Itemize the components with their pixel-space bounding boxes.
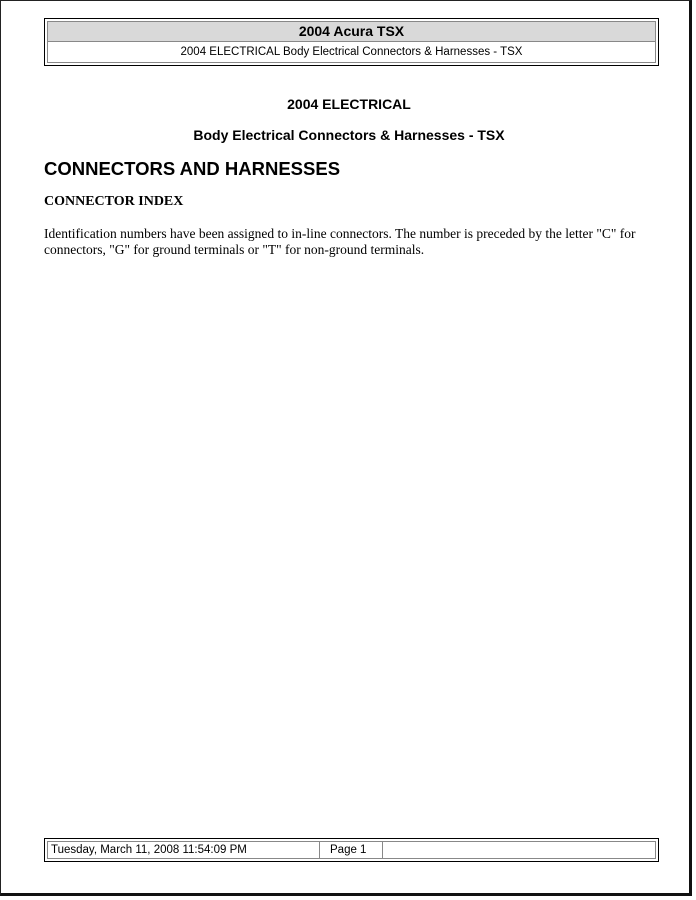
- footer-empty-cell: [383, 841, 656, 859]
- document-subject: Body Electrical Connectors & Harnesses - TSX: [193, 127, 505, 143]
- header-title: 2004 Acura TSX: [47, 21, 656, 42]
- header-subtitle: 2004 ELECTRICAL Body Electrical Connectors & Harnesses - TSX: [47, 42, 656, 63]
- body-paragraph: Identification numbers have been assigned to in-line connectors. The number is preceded by the letter "C" for connectors, "G" for ground terminals or "T" for non-ground terminals.: [44, 226, 636, 257]
- section-heading: CONNECTOR INDEX: [44, 194, 184, 209]
- footer-page-number: Page 1: [320, 841, 383, 859]
- page-title: CONNECTORS AND HARNESSES: [44, 158, 341, 179]
- footer-timestamp: Tuesday, March 11, 2008 11:54:09 PM: [47, 841, 320, 859]
- page-footer: [44, 838, 659, 862]
- section-title: 2004 ELECTRICAL: [287, 96, 411, 112]
- page-header: [44, 18, 659, 66]
